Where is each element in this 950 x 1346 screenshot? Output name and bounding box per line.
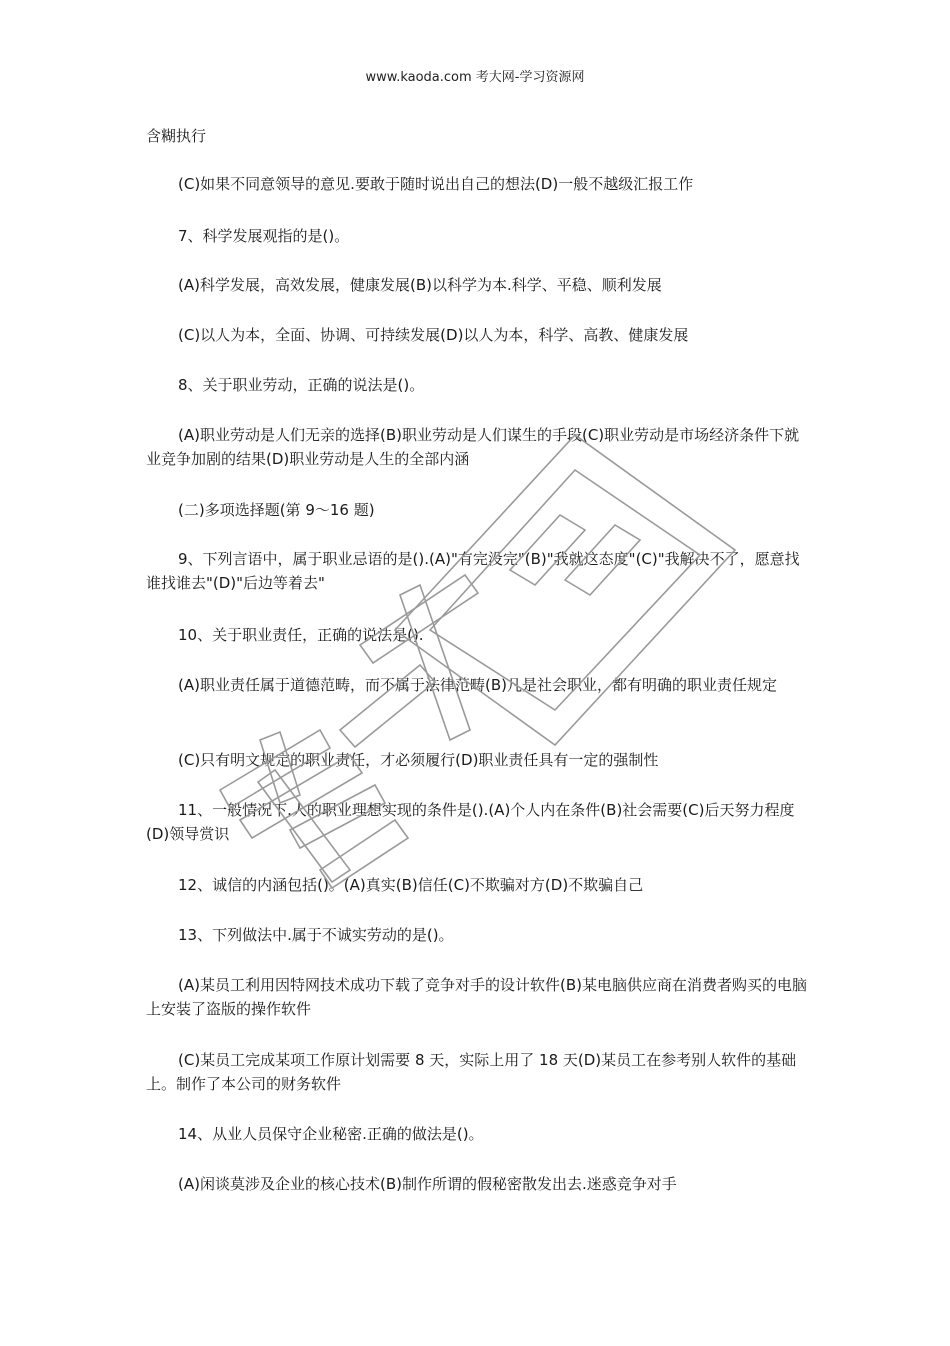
question-14: 14、从业人员保守企业秘密.正确的做法是()。 <box>178 1125 484 1143</box>
question-9: 9、下列言语中，属于职业忌语的是().(A)"有完没完"(B)"我就这态度"(C)"我解决不了，愿意找谁找谁去"(D)"后边等着去" <box>146 550 800 592</box>
question-11: 11、一般情况下.人的职业理想实现的条件是().(A)个人内在条件(B)社会需要(C)后天努力程度(D)领导赏识 <box>146 801 795 843</box>
question-14-options-ab: (A)闲谈莫涉及企业的核心技术(B)制作所谓的假秘密散发出去.迷惑竞争对手 <box>178 1175 677 1193</box>
question-7: 7、科学发展观指的是()。 <box>178 227 350 245</box>
page-header: www.kaoda.com 考大网-学习资源网 <box>365 70 585 85</box>
section-heading: (二)多项选择题(第 9～16 题) <box>178 501 375 519</box>
question-13: 13、下列做法中.属于不诚实劳动的是()。 <box>178 926 454 944</box>
question-10: 10、关于职业责任，正确的说法是(). <box>178 626 424 644</box>
question-10-options-ab: (A)职业责任属于道德范畴，而不属于法律范畴(B)凡是社会职业，都有明确的职业责任规定 <box>178 676 777 694</box>
question-7-options-cd: (C)以人为本，全面、协调、可持续发展(D)以人为本，科学、高教、健康发展 <box>178 326 689 344</box>
paragraph-line: (C)如果不同意领导的意见.要敢于随时说出自己的想法(D)一般不越级汇报工作 <box>178 175 694 193</box>
question-8-options: (A)职业劳动是人们无亲的选择(B)职业劳动是人们谋生的手段(C)职业劳动是市场经济条件下就业竞争加剧的结果(D)职业劳动是人生的全部内涵 <box>146 426 800 468</box>
question-10-options-cd: (C)只有明文规定的职业责任，才必须履行(D)职业责任具有一定的强制性 <box>178 751 659 769</box>
question-13-options-ab: (A)某员工利用因特网技术成功下载了竞争对手的设计软件(B)某电脑供应商在消费者购买的电脑上安装了盗版的操作软件 <box>146 976 807 1018</box>
question-7-options-ab: (A)科学发展，高效发展，健康发展(B)以科学为本.科学、平稳、顺利发展 <box>178 276 662 294</box>
question-13-options-cd: (C)某员工完成某项工作原计划需要 8 天，实际上用了 18 天(D)某员工在参考别人软件的基础上。制作了本公司的财务软件 <box>146 1051 797 1093</box>
question-12: 12、诚信的内涵包括()。(A)真实(B)信任(C)不欺骗对方(D)不欺骗自己 <box>178 876 644 894</box>
paragraph-line: 含糊执行 <box>146 127 207 145</box>
question-8: 8、关于职业劳动，正确的说法是()。 <box>178 376 425 394</box>
